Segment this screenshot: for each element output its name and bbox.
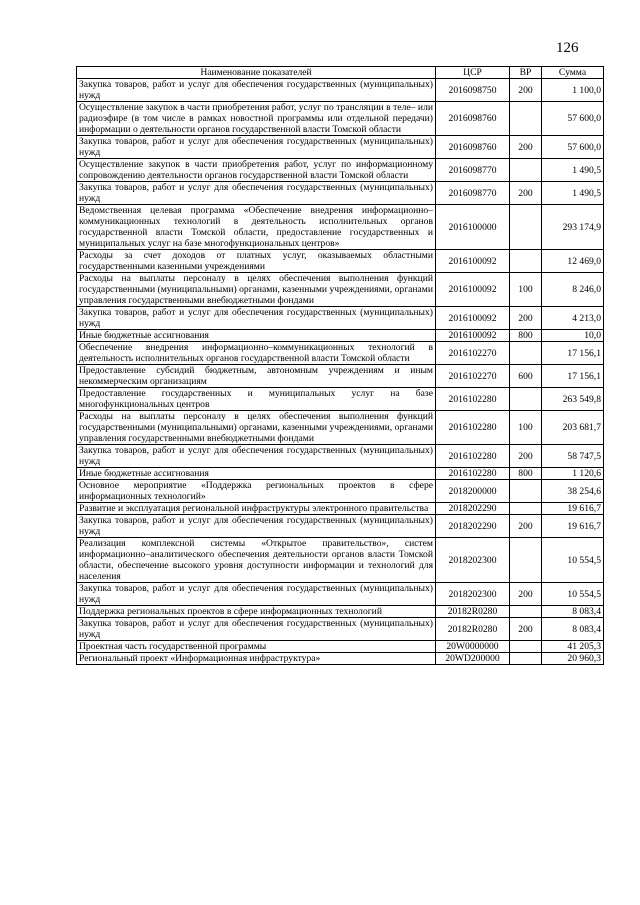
table-row bbox=[77, 653, 604, 665]
row-sum-cell: 20 960,3 bbox=[542, 653, 604, 665]
table-row bbox=[77, 182, 604, 205]
row-name-cell: Расходы на выплаты персоналу в целях обеспечения выполнения функций государственными (муниципальными) органами, казенными учреждениями, органами управления государственными внебюджетными фондами bbox=[77, 411, 436, 445]
row-sum-cell: 10 554,5 bbox=[542, 538, 604, 583]
table-row bbox=[77, 102, 604, 136]
row-code-cell: 2016100000 bbox=[436, 205, 510, 250]
row-sum-cell: 1 100,0 bbox=[542, 79, 604, 102]
table-row bbox=[77, 388, 604, 411]
row-code-cell: 2016102280 bbox=[436, 468, 510, 480]
row-code-cell: 2018200000 bbox=[436, 480, 510, 503]
row-sum-cell: 17 156,1 bbox=[542, 342, 604, 365]
table-row bbox=[77, 159, 604, 182]
row-sum-cell: 57 600,0 bbox=[542, 102, 604, 136]
row-code-cell: 20W0000000 bbox=[436, 641, 510, 653]
row-vr-cell: 800 bbox=[510, 330, 542, 342]
row-vr-cell: 200 bbox=[510, 182, 542, 205]
row-vr-cell: 600 bbox=[510, 365, 542, 388]
row-name-cell: Развитие и эксплуатация региональной инфраструктуры электронного правительства bbox=[77, 503, 436, 515]
row-code-cell: 2016102280 bbox=[436, 388, 510, 411]
table-row bbox=[77, 515, 604, 538]
row-vr-cell bbox=[510, 159, 542, 182]
budget-table bbox=[76, 66, 604, 665]
table-row bbox=[77, 273, 604, 307]
row-vr-cell: 100 bbox=[510, 273, 542, 307]
row-name-cell: Закупка товаров, работ и услуг для обеспечения государственных (муниципальных) нужд bbox=[77, 618, 436, 641]
row-code-cell: 2016100092 bbox=[436, 250, 510, 273]
row-name-cell: Поддержка региональных проектов в сфере информационных технологий bbox=[77, 606, 436, 618]
table-row bbox=[77, 307, 604, 330]
row-vr-cell: 200 bbox=[510, 445, 542, 468]
row-sum-cell: 58 747,5 bbox=[542, 445, 604, 468]
row-code-cell: 2018202300 bbox=[436, 538, 510, 583]
row-sum-cell: 1 120,6 bbox=[542, 468, 604, 480]
row-name-cell: Закупка товаров, работ и услуг для обеспечения государственных (муниципальных) нужд bbox=[77, 307, 436, 330]
table-row bbox=[77, 411, 604, 445]
row-vr-cell: 200 bbox=[510, 79, 542, 102]
row-code-cell: 2016102280 bbox=[436, 445, 510, 468]
table-row bbox=[77, 606, 604, 618]
row-vr-cell bbox=[510, 606, 542, 618]
row-name-cell: Предоставление субсидий бюджетным, автономным учреждениям и иным некоммерческим организациям bbox=[77, 365, 436, 388]
header-code: ЦСР bbox=[436, 67, 510, 79]
row-sum-cell: 12 469,0 bbox=[542, 250, 604, 273]
row-name-cell: Ведомственная целевая программа «Обеспечение внедрения информационно–коммуникационных технологий в деятельность исполнительных органов государственной власти Томской области, предоставление государственных и муниципальных услуг на базе многофункциональных центров» bbox=[77, 205, 436, 250]
row-vr-cell bbox=[510, 388, 542, 411]
row-vr-cell: 200 bbox=[510, 618, 542, 641]
row-code-cell: 2016102270 bbox=[436, 365, 510, 388]
row-sum-cell: 41 205,3 bbox=[542, 641, 604, 653]
row-vr-cell bbox=[510, 653, 542, 665]
row-sum-cell: 4 213,0 bbox=[542, 307, 604, 330]
row-name-cell: Иные бюджетные ассигнования bbox=[77, 330, 436, 342]
row-name-cell: Предоставление государственных и муниципальных услуг на базе многофункциональных центров bbox=[77, 388, 436, 411]
row-code-cell: 20182R0280 bbox=[436, 618, 510, 641]
table-row bbox=[77, 250, 604, 273]
row-sum-cell: 1 490,5 bbox=[542, 182, 604, 205]
table-row bbox=[77, 342, 604, 365]
table-row bbox=[77, 538, 604, 583]
row-name-cell: Расходы за счет доходов от платных услуг, оказываемых областными государственными казенными учреждениями bbox=[77, 250, 436, 273]
row-code-cell: 2016100092 bbox=[436, 330, 510, 342]
row-name-cell: Осуществление закупок в части приобретения работ, услуг по трансляции в теле– или радиоэфире (в том числе в рамках новостной программы или отдельной передачи) информации о деятельности органов государственной власти Томской области bbox=[77, 102, 436, 136]
row-sum-cell: 38 254,6 bbox=[542, 480, 604, 503]
row-code-cell: 2018202290 bbox=[436, 503, 510, 515]
row-sum-cell: 57 600,0 bbox=[542, 136, 604, 159]
table-row bbox=[77, 503, 604, 515]
row-code-cell: 2016102270 bbox=[436, 342, 510, 365]
table-row bbox=[77, 79, 604, 102]
row-sum-cell: 8 083,4 bbox=[542, 618, 604, 641]
row-name-cell: Закупка товаров, работ и услуг для обеспечения государственных (муниципальных) нужд bbox=[77, 515, 436, 538]
row-vr-cell bbox=[510, 205, 542, 250]
table-row bbox=[77, 480, 604, 503]
row-vr-cell bbox=[510, 641, 542, 653]
row-name-cell: Региональный проект «Информационная инфраструктура» bbox=[77, 653, 436, 665]
row-name-cell: Закупка товаров, работ и услуг для обеспечения государственных (муниципальных) нужд bbox=[77, 583, 436, 606]
row-sum-cell: 10,0 bbox=[542, 330, 604, 342]
page-number: 126 bbox=[556, 40, 579, 56]
row-sum-cell: 293 174,9 bbox=[542, 205, 604, 250]
row-code-cell: 2016098770 bbox=[436, 159, 510, 182]
row-vr-cell bbox=[510, 480, 542, 503]
table-body bbox=[77, 79, 604, 665]
table-row bbox=[77, 618, 604, 641]
row-sum-cell: 10 554,5 bbox=[542, 583, 604, 606]
row-code-cell: 2016100092 bbox=[436, 273, 510, 307]
row-code-cell: 2016102280 bbox=[436, 411, 510, 445]
row-vr-cell: 200 bbox=[510, 307, 542, 330]
row-sum-cell: 1 490,5 bbox=[542, 159, 604, 182]
header-vr: ВР bbox=[510, 67, 542, 79]
row-vr-cell bbox=[510, 102, 542, 136]
row-code-cell: 2018202290 bbox=[436, 515, 510, 538]
row-name-cell: Расходы на выплаты персоналу в целях обеспечения выполнения функций государственными (муниципальными) органами, казенными учреждениями, органами управления государственными внебюджетными фондами bbox=[77, 273, 436, 307]
row-name-cell: Проектная часть государственной программы bbox=[77, 641, 436, 653]
row-vr-cell bbox=[510, 538, 542, 583]
table-row bbox=[77, 445, 604, 468]
row-code-cell: 2016098760 bbox=[436, 136, 510, 159]
row-vr-cell: 200 bbox=[510, 136, 542, 159]
row-name-cell: Основное мероприятие «Поддержка региональных проектов в сфере информационных технологий» bbox=[77, 480, 436, 503]
row-sum-cell: 19 616,7 bbox=[542, 515, 604, 538]
row-code-cell: 20182R0280 bbox=[436, 606, 510, 618]
row-name-cell: Закупка товаров, работ и услуг для обеспечения государственных (муниципальных) нужд bbox=[77, 445, 436, 468]
header-sum: Сумма bbox=[542, 67, 604, 79]
row-vr-cell: 200 bbox=[510, 515, 542, 538]
table-row bbox=[77, 136, 604, 159]
row-vr-cell: 800 bbox=[510, 468, 542, 480]
row-vr-cell: 100 bbox=[510, 411, 542, 445]
row-name-cell: Иные бюджетные ассигнования bbox=[77, 468, 436, 480]
table-row bbox=[77, 205, 604, 250]
row-name-cell: Обеспечение внедрения информационно–коммуникационных технологий в деятельность исполнительных органов государственной власти Томской области bbox=[77, 342, 436, 365]
row-code-cell: 20WD200000 bbox=[436, 653, 510, 665]
table-row bbox=[77, 330, 604, 342]
row-vr-cell bbox=[510, 250, 542, 273]
row-code-cell: 2016098770 bbox=[436, 182, 510, 205]
table-row bbox=[77, 365, 604, 388]
row-name-cell: Реализация комплексной системы «Открытое правительство», систем информационно–аналитического обеспечения деятельности органов власти Томской области, обеспечение высокого уровня доступности информации и технологий для населения bbox=[77, 538, 436, 583]
header-name: Наименование показателей bbox=[77, 67, 436, 79]
row-sum-cell: 17 156,1 bbox=[542, 365, 604, 388]
row-name-cell: Закупка товаров, работ и услуг для обеспечения государственных (муниципальных) нужд bbox=[77, 79, 436, 102]
table-row bbox=[77, 468, 604, 480]
row-code-cell: 2018202300 bbox=[436, 583, 510, 606]
row-code-cell: 2016098760 bbox=[436, 102, 510, 136]
row-vr-cell: 200 bbox=[510, 583, 542, 606]
table-row bbox=[77, 583, 604, 606]
table-row bbox=[77, 641, 604, 653]
row-sum-cell: 8 246,0 bbox=[542, 273, 604, 307]
row-sum-cell: 8 083,4 bbox=[542, 606, 604, 618]
row-sum-cell: 263 549,8 bbox=[542, 388, 604, 411]
row-vr-cell bbox=[510, 503, 542, 515]
row-name-cell: Закупка товаров, работ и услуг для обеспечения государственных (муниципальных) нужд bbox=[77, 182, 436, 205]
row-name-cell: Осуществление закупок в части приобретения работ, услуг по информационному сопровождению деятельности органов государственной власти Томской области bbox=[77, 159, 436, 182]
row-sum-cell: 203 681,7 bbox=[542, 411, 604, 445]
row-name-cell: Закупка товаров, работ и услуг для обеспечения государственных (муниципальных) нужд bbox=[77, 136, 436, 159]
table-header-row bbox=[77, 67, 604, 79]
row-sum-cell: 19 616,7 bbox=[542, 503, 604, 515]
row-code-cell: 2016100092 bbox=[436, 307, 510, 330]
row-code-cell: 2016098750 bbox=[436, 79, 510, 102]
row-vr-cell bbox=[510, 342, 542, 365]
